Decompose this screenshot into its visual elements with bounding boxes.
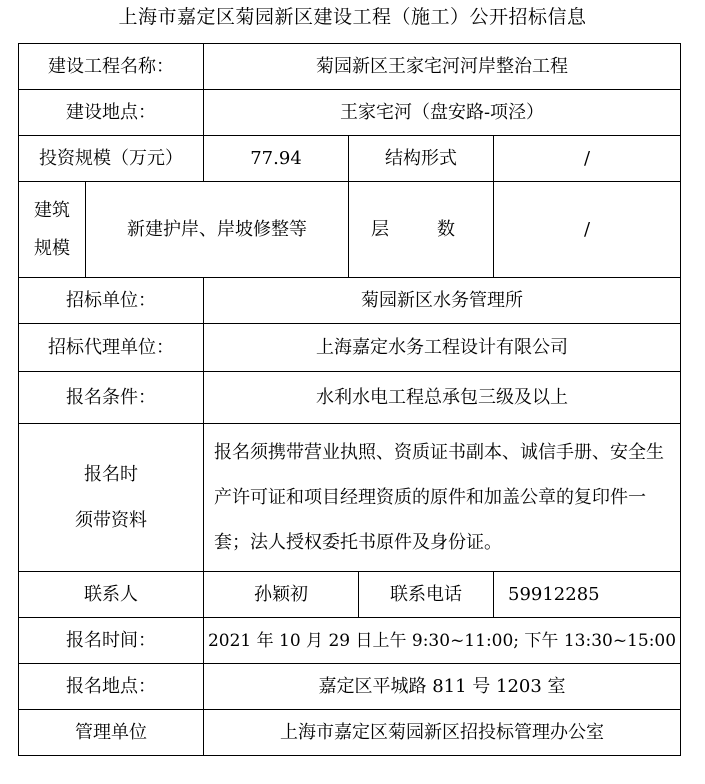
phone-value: 59912285 [494, 572, 681, 618]
row-tenderer [19, 278, 681, 324]
row-building [19, 182, 681, 278]
investment-label: 投资规模（万元） [19, 136, 204, 182]
floors-label-char1: 层 [371, 218, 389, 240]
investment-value: 77.94 [204, 136, 349, 182]
phone-label: 联系电话 [359, 572, 494, 618]
row-management [19, 710, 681, 756]
page-title: 上海市嘉定区菊园新区建设工程（施工）公开招标信息 [118, 6, 587, 28]
floors-value: / [494, 182, 681, 278]
building-label [19, 182, 86, 278]
documents-label [19, 424, 204, 572]
documents-value: 报名须携带营业执照、资质证书副本、诚信手册、安全生产许可证和项目经理资质的原件和加盖公章的复印件一套；法人授权委托书原件及身份证。 [204, 424, 681, 572]
row-conditions [19, 372, 681, 424]
agent-value: 上海嘉定水务工程设计有限公司 [204, 324, 681, 372]
documents-label-line1: 报名时 [84, 463, 138, 485]
row-investment [19, 136, 681, 182]
building-label-line1: 建筑 [34, 199, 70, 221]
row-agent [19, 324, 681, 372]
reg-place-label: 报名地点： [19, 664, 204, 710]
floors-label [349, 182, 494, 278]
building-label-line2: 规模 [34, 237, 70, 259]
conditions-value: 水利水电工程总承包三级及以上 [204, 372, 681, 424]
row-documents [19, 424, 681, 572]
reg-time-label: 报名时间： [19, 618, 204, 664]
floors-label-char2: 数 [437, 218, 455, 240]
location-label: 建设地点： [19, 90, 204, 136]
row-project-name [19, 44, 681, 90]
reg-place-value: 嘉定区平城路 811 号 1203 室 [204, 664, 681, 710]
row-reg-place [19, 664, 681, 710]
contact-label: 联系人 [19, 572, 204, 618]
location-value: 王家宅河（盘安路-项泾） [204, 90, 681, 136]
reg-time-value: 2021 年 10 月 29 日上午 9:30~11:00; 下午 13:30~15:00 [204, 618, 681, 664]
structure-value: / [494, 136, 681, 182]
project-name-label: 建设工程名称： [19, 44, 204, 90]
tenderer-value: 菊园新区水务管理所 [204, 278, 681, 324]
management-value: 上海市嘉定区菊园新区招投标管理办公室 [204, 710, 681, 756]
agent-label: 招标代理单位： [19, 324, 204, 372]
project-name-value: 菊园新区王家宅河河岸整治工程 [204, 44, 681, 90]
contact-value: 孙颖初 [204, 572, 359, 618]
management-label: 管理单位 [19, 710, 204, 756]
building-value: 新建护岸、岸坡修整等 [86, 182, 349, 278]
conditions-label: 报名条件： [19, 372, 204, 424]
documents-label-line2: 须带资料 [75, 509, 147, 531]
structure-label: 结构形式 [349, 136, 494, 182]
tender-info-table [18, 43, 681, 756]
row-location [19, 90, 681, 136]
tenderer-label: 招标单位： [19, 278, 204, 324]
row-reg-time [19, 618, 681, 664]
row-contact [19, 572, 681, 618]
